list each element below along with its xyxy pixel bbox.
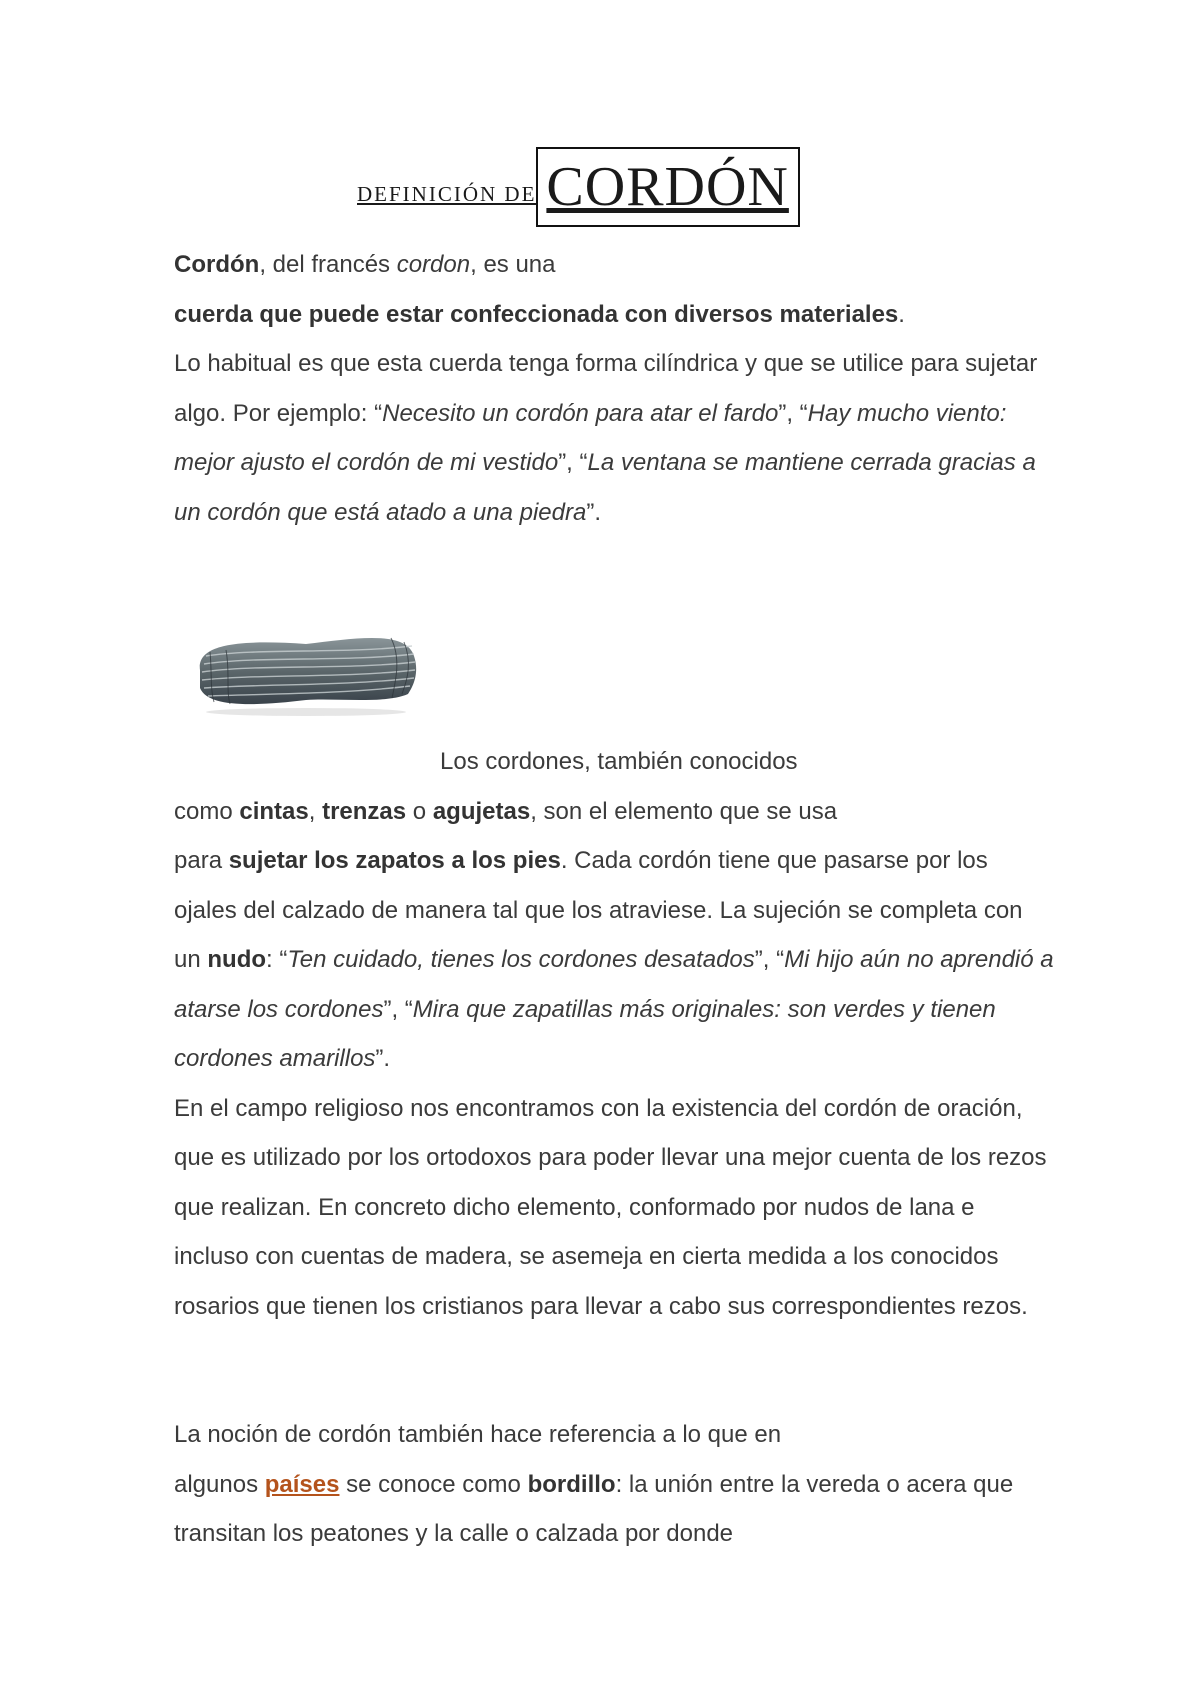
example-quote: La ventana se mantiene cerrada gracias a un cordón que está atado a una piedra	[174, 449, 1036, 526]
paragraph-cordones	[174, 737, 1054, 1331]
text-span: o	[406, 797, 433, 825]
term-agujetas: agujetas	[432, 797, 531, 825]
example-quote: Ten cuidado, tienes los cordones desatados	[287, 946, 755, 973]
text-span: . Cada cordón tiene que pasarse por los ojales del calzado de manera tal que los atraviese. La sujeción se completa con un	[174, 847, 1023, 973]
text-span: como	[174, 797, 240, 825]
text-span: , es una	[470, 251, 556, 278]
example-quote: Mi hijo aún no aprendió a atarse los cordones	[174, 946, 1054, 1023]
term-trenzas: trenzas	[322, 797, 407, 825]
paragraph-cordones-body	[174, 787, 1054, 1084]
text-span: ”, “	[778, 399, 808, 427]
term-sujetar: sujetar los zapatos a los pies	[228, 847, 561, 874]
title-prefix: DEFINICIÓN DE	[357, 182, 537, 206]
text-span: ”.	[586, 498, 601, 526]
text-span: ”, “	[754, 946, 785, 973]
text-span: ,	[308, 797, 323, 825]
definition-bold: cuerda que puede estar confeccionada con diversos materiales	[174, 300, 899, 328]
paragraph-intro	[174, 240, 1054, 537]
text-span: algunos	[174, 1470, 265, 1498]
title-box	[536, 147, 799, 227]
text-span: ”, “	[558, 449, 588, 476]
text-span: : la unión entre la vereda o acera que transitan los peatones y la calle o calzada por donde	[174, 1470, 1014, 1547]
link-paises[interactable]: países	[264, 1470, 340, 1498]
term-nudo: nudo	[207, 946, 267, 973]
text-span: Lo habitual es que esta cuerda tenga forma cilíndrica y que se utilice para sujetar algo. Por ejemplo: “	[174, 350, 1038, 427]
paragraph-bordillo-line1	[174, 1410, 1054, 1460]
text-span: para	[174, 847, 229, 874]
paragraph-religious: En el campo religioso nos encontramos con la existencia del cordón de oración, que es utilizado por los ortodoxos para poder llevar una mejor cuenta de los rezos que realizan. En concreto dicho elemento, conformado por nudos de lana e incluso con cuentas de madera, se asemeja en cierta medida a los conocidos rosarios que tienen los cristianos para llevar a cabo sus correspondientes rezos.	[174, 1094, 1047, 1320]
text-span: La noción de cordón también hace referencia a lo que en	[174, 1421, 782, 1448]
rope-coil-icon	[186, 622, 424, 718]
text-span: Los cordones, también conocidos	[440, 748, 798, 775]
paragraph-intro-body	[174, 290, 1054, 538]
paragraph-bordillo-body	[174, 1460, 1054, 1559]
term-french: cordon	[396, 251, 471, 278]
text-span: , del francés	[259, 251, 397, 278]
example-quote: Necesito un cordón para atar el fardo	[382, 399, 779, 427]
example-quote: Mira que zapatillas más originales: son verdes y tienen cordones amarillos	[174, 995, 996, 1072]
paragraph-intro-line1	[174, 240, 1054, 290]
text-span: .	[898, 300, 905, 328]
paragraph-cordones-line1	[174, 737, 1054, 787]
text-span: : “	[266, 946, 288, 973]
text-span: ”, “	[383, 995, 413, 1023]
term-cintas: cintas	[239, 797, 309, 825]
page-title	[357, 143, 800, 227]
term-cordon: Cordón	[174, 251, 260, 278]
text-span: , son el elemento que se usa	[530, 797, 838, 825]
text-span: se conoce como	[339, 1470, 528, 1498]
term-bordillo: bordillo	[527, 1470, 616, 1498]
title-main: CORDÓN	[546, 156, 789, 218]
example-quote: Hay mucho viento: mejor ajusto el cordón de mi vestido	[174, 399, 1007, 476]
paragraph-bordillo	[174, 1410, 1054, 1559]
text-span: ”.	[375, 1045, 391, 1072]
